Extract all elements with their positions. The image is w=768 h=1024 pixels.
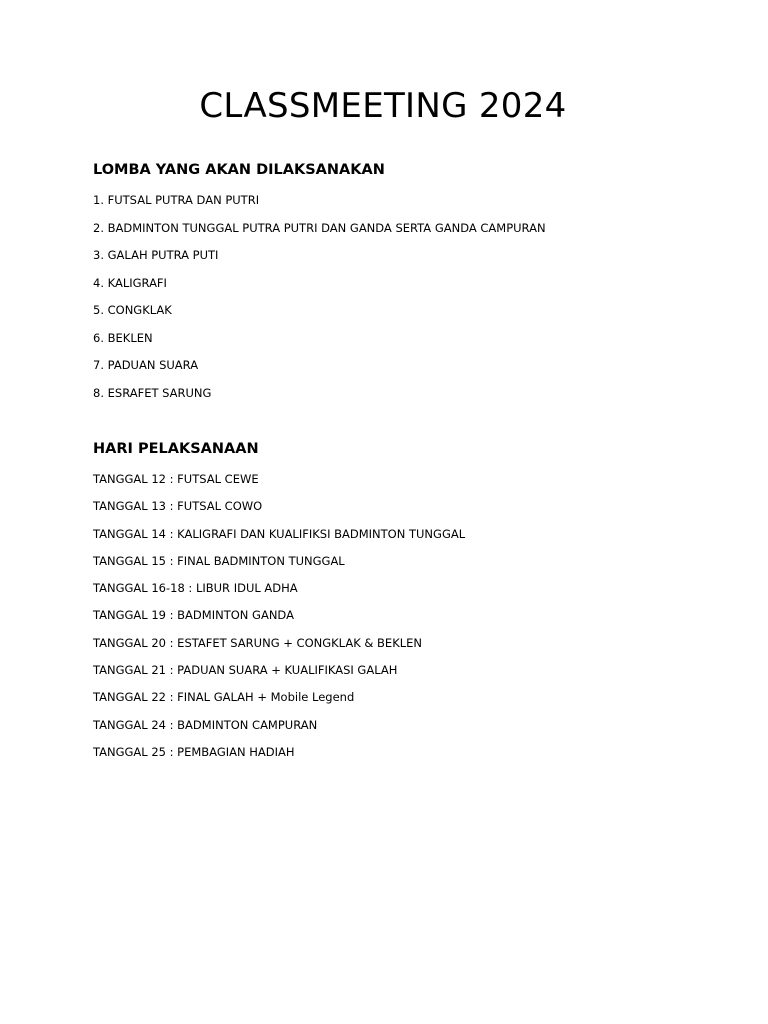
list-item: 7. PADUAN SUARA xyxy=(93,358,199,372)
list-item: 2. BADMINTON TUNGGAL PUTRA PUTRI DAN GANDA SERTA GANDA CAMPURAN xyxy=(93,220,546,235)
schedule-item: TANGGAL 20 : ESTAFET SARUNG + CONGKLAK & BEKLEN xyxy=(93,635,423,650)
schedule-list xyxy=(93,471,465,771)
competitions-list xyxy=(93,192,546,412)
schedule-item: TANGGAL 14 : KALIGRAFI DAN KUALIFIKSI BADMINTON TUNGGAL xyxy=(93,526,466,541)
schedule-item: TANGGAL 22 : FINAL GALAH + Mobile Legend xyxy=(93,690,355,705)
list-item: 6. BEKLEN xyxy=(93,330,153,345)
schedule-item: TANGGAL 21 : PADUAN SUARA + KUALIFIKASI GALAH xyxy=(93,663,398,678)
competitions-heading: LOMBA YANG AKAN DILAKSANAKAN xyxy=(93,162,385,178)
schedule-item: TANGGAL 19 : BADMINTON GANDA xyxy=(93,608,294,623)
list-item: 8. ESRAFET SARUNG xyxy=(93,385,212,400)
schedule-item: TANGGAL 15 : FINAL BADMINTON TUNGGAL xyxy=(93,553,345,568)
list-item: 4. KALIGRAFI xyxy=(93,275,167,290)
list-item: 3. GALAH PUTRA PUTI xyxy=(93,248,219,262)
schedule-item: TANGGAL 13 : FUTSAL COWO xyxy=(93,499,263,514)
schedule-heading: HARI PELAKSANAAN xyxy=(93,441,259,457)
schedule-item: TANGGAL 16-18 : LIBUR IDUL ADHA xyxy=(93,581,298,596)
schedule-item: TANGGAL 25 : PEMBAGIAN HADIAH xyxy=(93,744,295,759)
schedule-item: TANGGAL 12 : FUTSAL CEWE xyxy=(93,472,259,486)
list-item: 5. CONGKLAK xyxy=(93,303,172,317)
schedule-item: TANGGAL 24 : BADMINTON CAMPURAN xyxy=(93,717,318,732)
list-item: 1. FUTSAL PUTRA DAN PUTRI xyxy=(93,193,260,207)
document-title: CLASSMEETING 2024 xyxy=(199,86,567,126)
